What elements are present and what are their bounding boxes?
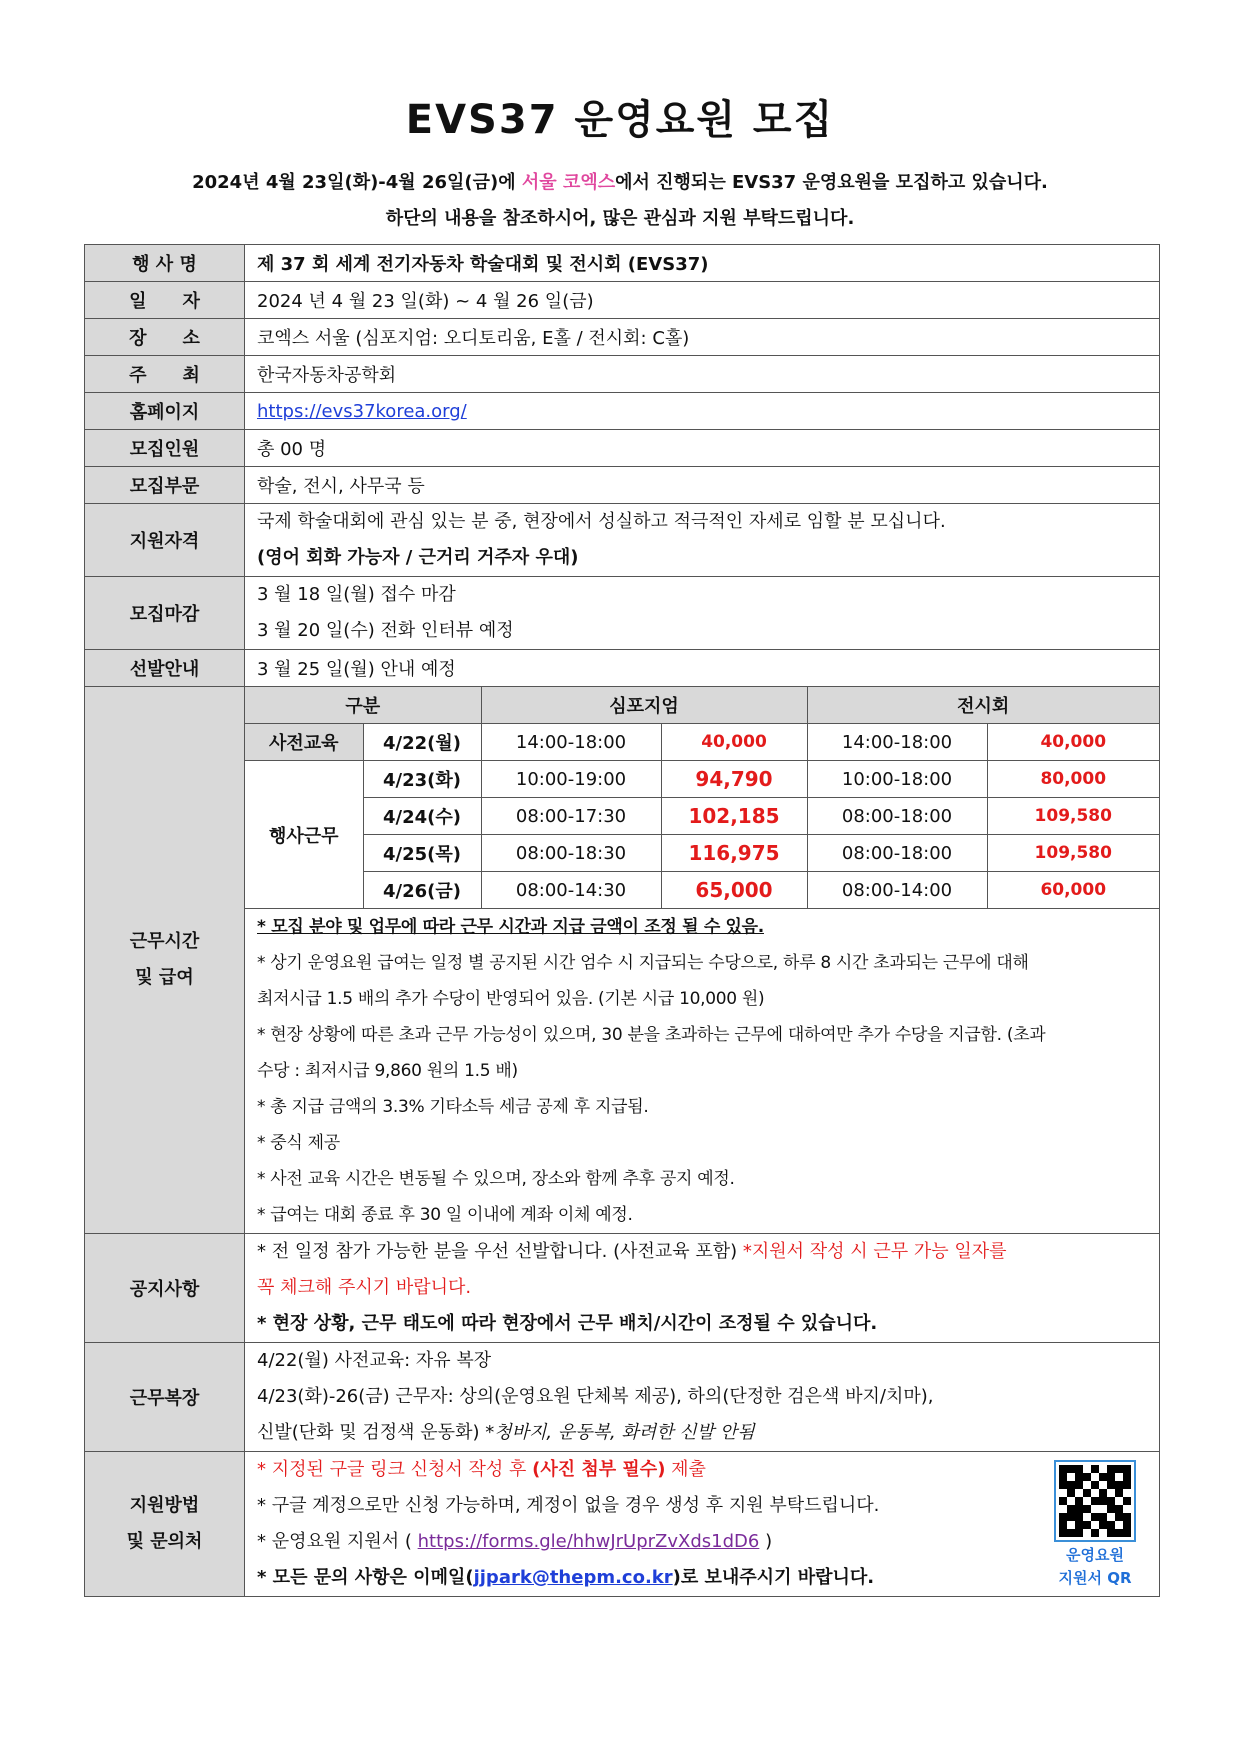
sched-row bbox=[245, 798, 1159, 835]
label-homepage: 홈페이지 bbox=[85, 393, 245, 430]
pay-note: * 상기 운영요원 급여는 일정 별 공지된 시간 엄수 시 지급되는 수당으로, 하루 8 시간 초과되는 근무에 대해 bbox=[257, 953, 1029, 973]
sched-sym-pay: 65,000 bbox=[661, 872, 807, 909]
label-apply-2: 및 문의처 bbox=[126, 1531, 203, 1552]
notice-line-3: * 현장 상황, 근무 태도에 따라 현장에서 근무 배치/시간이 조정될 수 있습니다. bbox=[257, 1313, 878, 1334]
pay-note: * 급여는 대회 종료 후 30 일 이내에 계좌 이체 예정. bbox=[257, 1205, 633, 1225]
sched-exh-time: 10:00-18:00 bbox=[807, 761, 987, 798]
sched-sym-time: 14:00-18:00 bbox=[481, 724, 661, 761]
qr-block bbox=[1047, 1460, 1143, 1588]
info-table bbox=[84, 244, 1160, 1597]
sched-header-symposium: 심포지엄 bbox=[481, 687, 807, 724]
label-dress: 근무복장 bbox=[85, 1343, 245, 1452]
sched-row bbox=[245, 872, 1159, 909]
label-apply bbox=[85, 1452, 245, 1597]
sched-date: 4/24(수) bbox=[363, 798, 481, 835]
notice-line-1: * 전 일정 참가 가능한 분을 우선 선발합니다. (사전교육 포함) *지원서 작성 시 근무 가능 일자를 bbox=[257, 1241, 1007, 1262]
qr-code-icon[interactable] bbox=[1054, 1460, 1136, 1542]
apply-line-1: * 지정된 구글 링크 신청서 작성 후 (사진 첨부 필수) 제출 bbox=[257, 1459, 706, 1480]
sched-pre-label: 사전교육 bbox=[245, 724, 363, 761]
row-event bbox=[85, 245, 1160, 282]
value-headcount: 총 00 명 bbox=[245, 430, 1160, 467]
row-homepage bbox=[85, 393, 1160, 430]
pay-notes bbox=[245, 909, 1159, 1233]
email-link[interactable]: jjpark@thepm.co.kr bbox=[473, 1567, 673, 1588]
qr-caption-1: 운영요원 bbox=[1066, 1546, 1124, 1564]
label-apply-1: 지원방법 bbox=[129, 1495, 200, 1516]
sched-exh-time: 08:00-18:00 bbox=[807, 835, 987, 872]
sched-exh-time: 08:00-18:00 bbox=[807, 798, 987, 835]
page-title: EVS37 운영요원 모집 bbox=[405, 97, 835, 143]
label-event: 행 사 명 bbox=[85, 245, 245, 282]
sched-header-exhibition: 전시회 bbox=[807, 687, 1159, 724]
row-division bbox=[85, 467, 1160, 504]
notice-line-2: 꼭 체크해 주시기 바랍니다. bbox=[257, 1277, 472, 1298]
row-selection bbox=[85, 650, 1160, 687]
sched-sym-time: 08:00-14:30 bbox=[481, 872, 661, 909]
pay-note: * 모집 분야 및 업무에 따라 근무 시간과 지급 금액이 조정 될 수 있음. bbox=[257, 917, 764, 937]
row-host bbox=[85, 356, 1160, 393]
label-qualification: 지원자격 bbox=[85, 504, 245, 577]
sched-sym-time: 08:00-17:30 bbox=[481, 798, 661, 835]
sched-sym-pay: 102,185 bbox=[661, 798, 807, 835]
sched-exh-pay: 109,580 bbox=[987, 835, 1159, 872]
sched-date: 4/22(월) bbox=[363, 724, 481, 761]
row-qualification bbox=[85, 504, 1160, 577]
row-date bbox=[85, 282, 1160, 319]
intro-line-2: 하단의 내용을 참조하시어, 많은 관심과 지원 부탁드립니다. bbox=[385, 208, 855, 229]
homepage-link[interactable]: https://evs37korea.org/ bbox=[257, 400, 467, 422]
label-deadline: 모집마감 bbox=[85, 577, 245, 650]
apply-line-3: * 운영요원 지원서 ( https://forms.gle/hhwJrUprZvXds1dD6 ) bbox=[257, 1531, 773, 1552]
sched-row bbox=[245, 724, 1159, 761]
pay-note: 수당 : 최저시급 9,860 원의 1.5 배) bbox=[257, 1061, 518, 1081]
intro-highlight: 서울 코엑스 bbox=[521, 172, 616, 193]
dress-line-1: 4/22(월) 사전교육: 자유 복장 bbox=[257, 1350, 492, 1371]
qual-line-1: 국제 학술대회에 관심 있는 분 중, 현장에서 성실하고 적극적인 자세로 임할 분 모십니다. bbox=[257, 511, 946, 532]
dress-line-3: 신발(단화 및 검정색 운동화) *청바지, 운동복, 화려한 신발 안됨 bbox=[257, 1422, 755, 1443]
sched-date: 4/23(화) bbox=[363, 761, 481, 798]
sched-sym-pay: 116,975 bbox=[661, 835, 807, 872]
sched-date: 4/25(목) bbox=[363, 835, 481, 872]
sched-header-division: 구분 bbox=[245, 687, 481, 724]
sched-sym-pay: 40,000 bbox=[661, 724, 807, 761]
pay-note: * 총 지급 금액의 3.3% 기타소득 세금 공제 후 지급됨. bbox=[257, 1097, 649, 1117]
label-place: 장 소 bbox=[85, 319, 245, 356]
sched-sym-time: 08:00-18:30 bbox=[481, 835, 661, 872]
apply-line-4: * 모든 문의 사항은 이메일(jjpark@thepm.co.kr)로 보내주시기 바랍니다. bbox=[257, 1567, 875, 1588]
label-work bbox=[85, 687, 245, 1234]
label-division: 모집부문 bbox=[85, 467, 245, 504]
sched-exh-pay: 60,000 bbox=[987, 872, 1159, 909]
sched-sym-time: 10:00-19:00 bbox=[481, 761, 661, 798]
row-place bbox=[85, 319, 1160, 356]
pay-note: * 사전 교육 시간은 변동될 수 있으며, 장소와 함께 추후 공지 예정. bbox=[257, 1169, 735, 1189]
intro-line-1: 2024년 4월 23일(화)-4월 26일(금)에 서울 코엑스에서 진행되는 EVS37 운영요원을 모집하고 있습니다. bbox=[192, 172, 1048, 193]
label-date: 일 자 bbox=[85, 282, 245, 319]
value-division: 학술, 전시, 사무국 등 bbox=[245, 467, 1160, 504]
sched-event-label: 행사근무 bbox=[245, 761, 363, 909]
row-headcount bbox=[85, 430, 1160, 467]
pay-note: * 현장 상황에 따른 초과 근무 가능성이 있으며, 30 분을 초과하는 근무에 대하여만 추가 수당을 지급함. (초과 bbox=[257, 1025, 1046, 1045]
value-event: 제 37 회 세계 전기자동차 학술대회 및 전시회 (EVS37) bbox=[245, 245, 1160, 282]
apply-line-2: * 구글 계정으로만 신청 가능하며, 계정이 없을 경우 생성 후 지원 부탁드립니다. bbox=[257, 1495, 880, 1516]
label-work-1: 근무시간 bbox=[129, 931, 200, 952]
deadline-line-1: 3 월 18 일(월) 접수 마감 bbox=[257, 584, 456, 605]
sched-exh-pay: 109,580 bbox=[987, 798, 1159, 835]
label-notice: 공지사항 bbox=[85, 1234, 245, 1343]
sched-sym-pay: 94,790 bbox=[661, 761, 807, 798]
value-host: 한국자동차공학회 bbox=[245, 356, 1160, 393]
schedule-table bbox=[245, 687, 1159, 909]
sched-row bbox=[245, 761, 1159, 798]
sched-exh-time: 08:00-14:00 bbox=[807, 872, 987, 909]
pay-note: 최저시급 1.5 배의 추가 수당이 반영되어 있음. (기본 시급 10,000 원) bbox=[257, 989, 765, 1009]
row-notice bbox=[85, 1234, 1160, 1343]
label-selection: 선발안내 bbox=[85, 650, 245, 687]
label-work-2: 및 급여 bbox=[135, 967, 194, 988]
row-apply bbox=[85, 1452, 1160, 1597]
row-dress bbox=[85, 1343, 1160, 1452]
label-headcount: 모집인원 bbox=[85, 430, 245, 467]
value-place: 코엑스 서울 (심포지엄: 오디토리움, E홀 / 전시회: C홀) bbox=[245, 319, 1160, 356]
form-link[interactable]: https://forms.gle/hhwJrUprZvXds1dD6 bbox=[417, 1531, 760, 1552]
dress-line-2: 4/23(화)-26(금) 근무자: 상의(운영요원 단체복 제공), 하의(단정한 검은색 바지/치마), bbox=[257, 1386, 934, 1407]
sched-date: 4/26(금) bbox=[363, 872, 481, 909]
sched-exh-time: 14:00-18:00 bbox=[807, 724, 987, 761]
pay-note: * 중식 제공 bbox=[257, 1133, 340, 1153]
sched-row bbox=[245, 835, 1159, 872]
value-date: 2024 년 4 월 23 일(화) ~ 4 월 26 일(금) bbox=[245, 282, 1160, 319]
row-work bbox=[85, 687, 1160, 1234]
label-host: 주 최 bbox=[85, 356, 245, 393]
deadline-line-2: 3 월 20 일(수) 전화 인터뷰 예정 bbox=[257, 620, 514, 641]
qual-line-2: (영어 회화 가능자 / 근거리 거주자 우대) bbox=[257, 547, 579, 568]
sched-exh-pay: 80,000 bbox=[987, 761, 1159, 798]
row-deadline bbox=[85, 577, 1160, 650]
qr-caption-2: 지원서 QR bbox=[1058, 1569, 1132, 1587]
sched-exh-pay: 40,000 bbox=[987, 724, 1159, 761]
value-selection: 3 월 25 일(월) 안내 예정 bbox=[245, 650, 1160, 687]
